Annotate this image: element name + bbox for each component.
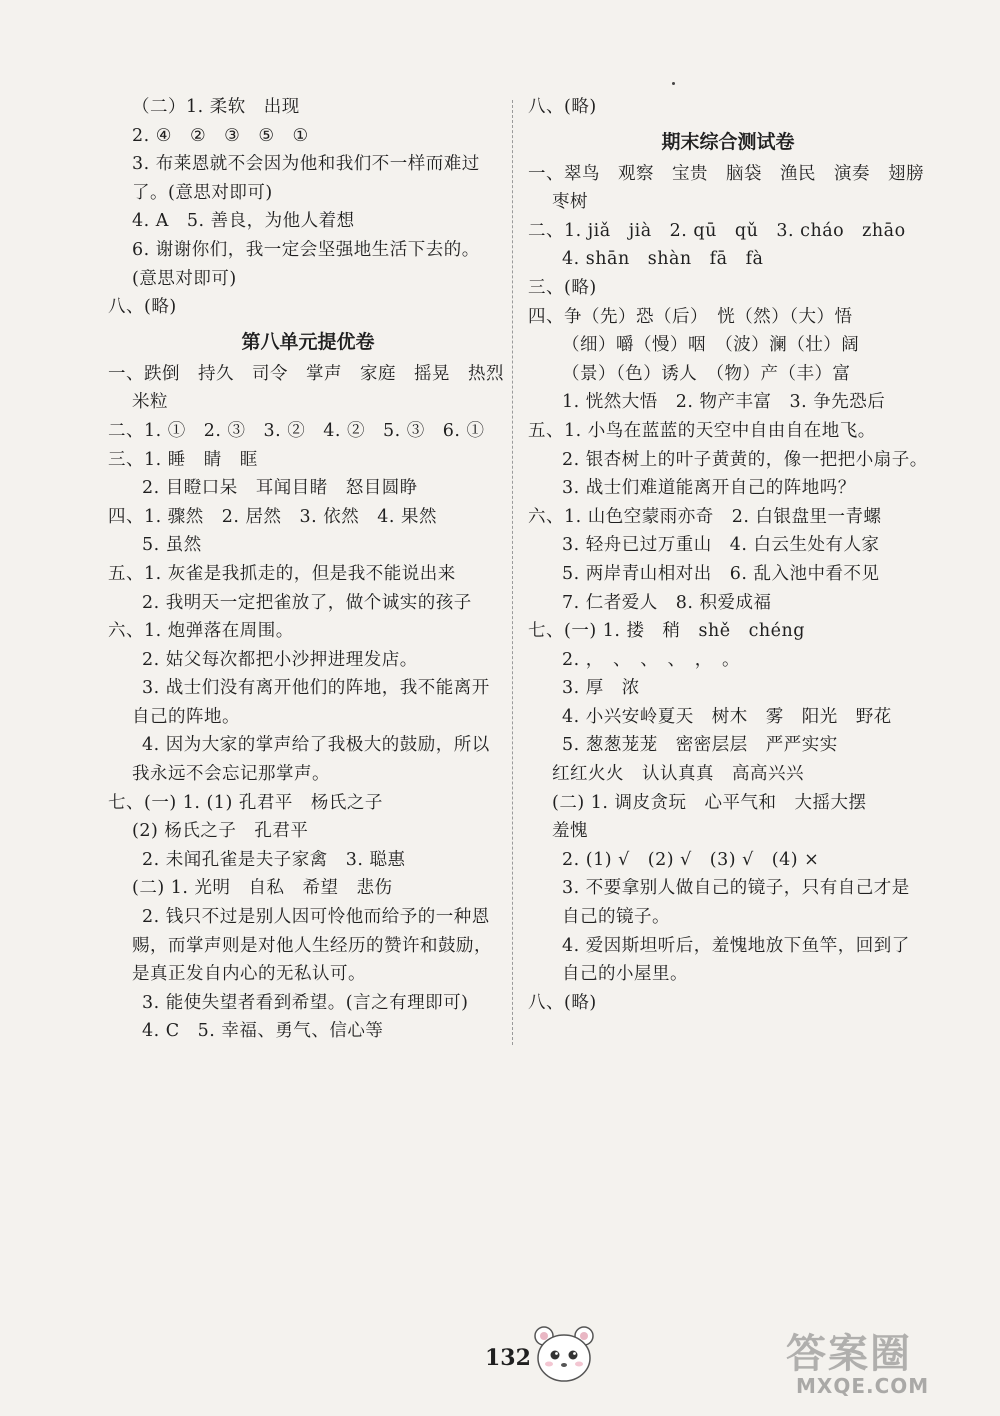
answer-line: 4. C 5. 幸福、勇气、信心等 xyxy=(142,1021,384,1042)
section-heading: 第八单元提优卷 xyxy=(241,330,375,353)
section-heading: 期末综合测试卷 xyxy=(661,130,795,153)
page-number: 132 xyxy=(485,1345,531,1371)
answer-line: （景）（色）诱人 （物）产（丰）富 xyxy=(562,363,851,384)
section-line: 二、1. jiǎ jià 2. qū qǔ 3. cháo zhāo xyxy=(528,220,906,241)
section-line: 三、1. 睡 睛 眶 xyxy=(108,449,258,470)
answer-line: 3. 战士们没有离开他们的阵地，我不能离开 xyxy=(142,678,490,699)
section-line: 八、(略) xyxy=(528,97,597,117)
answer-line: 3. 厚 浓 xyxy=(562,678,640,699)
section-line: 六、1. 炮弹落在周围。 xyxy=(108,621,294,642)
section-line: 六、1. 山色空蒙雨亦奇 2. 白银盘里一青螺 xyxy=(528,506,882,527)
answer-line: 2. 姑父每次都把小沙押进理发店。 xyxy=(142,649,418,670)
section-line: 二、1. ① 2. ③ 3. ② 4. ② 5. ③ 6. ① xyxy=(108,420,485,441)
section-line: 八、(略) xyxy=(528,992,597,1013)
answer-line: 2. 钱只不过是别人因可怜他而给予的一种恩 xyxy=(142,907,490,928)
answer-line: (二) 1. 光明 自私 希望 悲伤 xyxy=(132,878,393,899)
section-line: 一、跌倒 持久 司令 掌声 家庭 摇晃 热烈 xyxy=(108,363,504,384)
answer-line: 2. 目瞪口呆 耳闻目睹 怒目圆睁 xyxy=(142,478,418,499)
answer-line: 3. 能使失望者看到希望。(言之有理即可) xyxy=(142,992,469,1013)
answer-line: 2. 银杏树上的叶子黄黄的，像一把把小扇子。 xyxy=(562,449,928,470)
answer-line: 3. 布莱恩就不会因为他和我们不一样而难过 xyxy=(132,154,480,175)
answer-line: 红红火火 认认真真 高高兴兴 xyxy=(552,764,804,785)
answer-line: 枣树 xyxy=(552,192,588,213)
answer-line: 5. 葱葱茏茏 密密层层 严严实实 xyxy=(562,735,838,756)
answer-line: 4. 因为大家的掌声给了我极大的鼓励，所以 xyxy=(142,735,490,756)
answer-line: 3. 轻舟已过万重山 4. 白云生处有人家 xyxy=(562,535,880,556)
answer-line: 2. ， 、 、 、 ， 。 xyxy=(562,649,741,670)
section-line: 四、争（先）恐（后） 恍（然）（大）悟 xyxy=(528,306,853,327)
section-line: 四、1. 骤然 2. 居然 3. 依然 4. 果然 xyxy=(108,506,438,527)
answer-line: 羞愧 xyxy=(552,821,588,842)
section-line: 五、1. 小鸟在蓝蓝的天空中自由自在地飞。 xyxy=(528,420,876,441)
answer-line: 2. ④ ② ③ ⑤ ① xyxy=(132,125,309,146)
answer-line: 1. 恍然大悟 2. 物产丰富 3. 争先恐后 xyxy=(562,392,886,413)
section-line: 八、(略) xyxy=(108,297,177,318)
answer-line: 4. 爱因斯坦听后，羞愧地放下鱼竿，回到了 xyxy=(562,935,910,956)
answer-line: (2) 杨氏之子 孔君平 xyxy=(132,821,309,842)
answer-line: 7. 仁者爱人 8. 积爱成福 xyxy=(562,592,772,613)
answer-line: 4. A 5. 善良，为他人着想 xyxy=(132,211,355,232)
answer-line: 3. 战士们难道能离开自己的阵地吗？ xyxy=(562,478,856,499)
section-line: 五、1. 灰雀是我抓走的，但是我不能说出来 xyxy=(108,563,456,584)
print-speck xyxy=(672,82,675,85)
site-watermark xyxy=(786,1322,986,1402)
section-line: 一、翠鸟 观察 宝贵 脑袋 渔民 演奏 翅膀 xyxy=(528,163,924,184)
answer-line: 6. 谢谢你们，我一定会坚强地生活下去的。 xyxy=(132,239,480,260)
answer-line: 4. shān shàn fā fà xyxy=(562,249,764,270)
answer-line: 5. 虽然 xyxy=(142,535,202,556)
answer-line: 我永远不会忘记那掌声。 xyxy=(132,764,330,785)
answer-line: 赐，而掌声则是对他人生经历的赞许和鼓励， xyxy=(132,935,492,956)
section-line: 七、(一) 1. (1) 孔君平 杨氏之子 xyxy=(108,792,383,813)
answer-line: 了。(意思对即可) xyxy=(132,182,273,203)
answer-line: 是真正发自内心的无私认可。 xyxy=(132,964,366,985)
answer-line: 自己的阵地。 xyxy=(132,706,240,727)
answer-line: 自己的小屋里。 xyxy=(562,964,688,985)
answer-line: 3. 不要拿别人做自己的镜子，只有自己才是 xyxy=(562,878,910,899)
watermark-url: MXQE.COM xyxy=(796,1374,930,1398)
section-line: 三、(略) xyxy=(528,277,597,298)
answer-line: 4. 小兴安岭夏天 树木 雾 阳光 野花 xyxy=(562,706,892,727)
bear-mascot-icon xyxy=(530,1322,598,1388)
answer-line: 2. 未闻孔雀是夫子家禽 3. 聪惠 xyxy=(142,849,406,870)
answer-line: （二）1. 柔软 出现 xyxy=(132,97,300,117)
answer-line: (二) 1. 调皮贪玩 心平气和 大摇大摆 xyxy=(552,792,867,813)
answer-line: 2. (1) √ (2) √ (3) √ (4) × xyxy=(562,849,820,870)
column-divider xyxy=(512,100,513,1045)
answer-line: (意思对即可) xyxy=(132,268,237,289)
answer-line: 米粒 xyxy=(132,392,168,413)
right-column xyxy=(528,93,928,1017)
answer-line: 2. 我明天一定把雀放了，做个诚实的孩子 xyxy=(142,592,472,613)
left-column xyxy=(108,93,508,1046)
watermark-logo: 答案圈 xyxy=(786,1331,912,1377)
answer-line: （细）嚼（慢）咽 （波）澜（壮）阔 xyxy=(562,335,860,356)
answer-line: 5. 两岸青山相对出 6. 乱入池中看不见 xyxy=(562,563,880,584)
section-line: 七、(一) 1. 搂 稍 shě chéng xyxy=(528,621,805,642)
answer-line: 自己的镜子。 xyxy=(562,907,670,928)
